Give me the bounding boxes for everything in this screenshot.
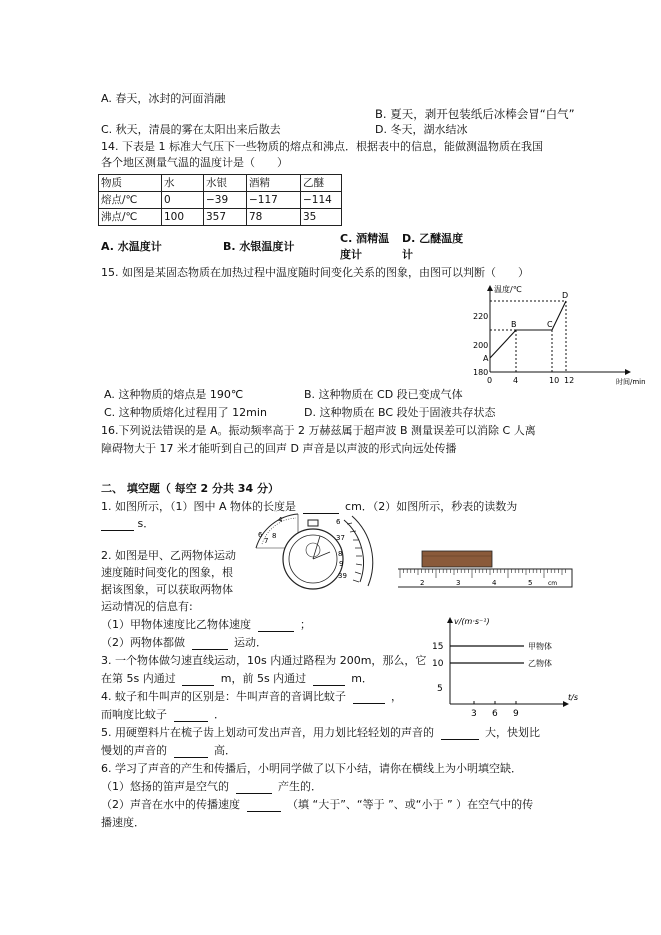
- ytick-200: 200: [473, 341, 489, 350]
- f6-sub1-text: （1）悠扬的笛声是空气的: [101, 780, 229, 793]
- table-cell: 水: [162, 175, 204, 192]
- vt-ytick: 15: [432, 642, 444, 652]
- f2-line3: 据该图象，可以获取两物体: [101, 583, 233, 596]
- table-cell: 水银: [204, 175, 247, 192]
- f6-last-line: 播速度．: [101, 816, 145, 829]
- q14-option-c-line1: C. 酒精温: [340, 232, 390, 245]
- q14-option-c-line2: 度计: [340, 248, 362, 261]
- ruler-unit: cm: [548, 580, 558, 587]
- f5-text-d: 高．: [214, 744, 236, 757]
- answer-blank[interactable]: [236, 781, 272, 794]
- q16-line2: 障碍物大于 17 米才能听到自己的回声 D 声音是以声波的形式向远处传播: [101, 442, 457, 455]
- vt-xtick: 9: [513, 709, 519, 719]
- table-header-row: [99, 175, 342, 192]
- f6-line1: 6. 学习了声音的产生和传播后，小明同学做了以下小结，请你在横线上为小明填空缺．: [101, 762, 522, 775]
- q14-stem-line2: 各个地区测量气温的温度计是（ ）: [101, 156, 288, 169]
- f5-text-c: 慢划的声音的: [101, 744, 167, 757]
- section-title: 二、 填空题（ 每空 2 分共 34 分）: [101, 482, 279, 495]
- ruler-num: 5: [528, 579, 533, 587]
- q13-option-a: A. 春天，冰封的河面消融: [101, 92, 226, 105]
- f4-text-b: ，: [391, 690, 402, 703]
- f2-sub2-end: 运动．: [234, 636, 267, 649]
- table-row: [99, 192, 342, 209]
- table-cell: 乙醚: [301, 175, 342, 192]
- q15-stem: 15. 如图是某固态物质在加热过程中温度随时间变化关系的图象，由图可以判断（ ）: [101, 266, 529, 279]
- ytick-180: 180: [473, 368, 489, 377]
- f3-text-b: m，前 5s 内通过: [220, 672, 307, 685]
- outer-num: 8: [338, 550, 343, 558]
- table-cell: 物质: [99, 175, 162, 192]
- melting-boiling-table: [98, 174, 342, 226]
- point-a: A: [483, 354, 489, 363]
- stopwatch-figure: [252, 510, 382, 600]
- point-b: B: [511, 320, 517, 329]
- ruler-num: 2: [420, 579, 425, 587]
- table-cell: −114: [301, 192, 342, 209]
- answer-blank[interactable]: [192, 637, 228, 650]
- table-cell: 0: [162, 192, 204, 209]
- f3-line1: 3. 一个物体做匀速直线运动，10s 内通过路程为 200m，那么，它: [101, 654, 427, 667]
- answer-blank[interactable]: [174, 709, 208, 722]
- f5-text-b: 大，快划比: [485, 726, 540, 739]
- q13-option-b: B. 夏天，剥开包装纸后冰棒会冒“白气”: [375, 107, 575, 121]
- vt-ytick: 10: [432, 659, 444, 669]
- legend-yi: 乙物体: [528, 659, 552, 668]
- xtick-0: 0: [487, 376, 493, 385]
- table-cell: 100: [162, 209, 204, 226]
- outer-num: 6: [336, 518, 341, 526]
- q15-option-d: D. 这种物质在 BC 段处于固液共存状态: [304, 406, 496, 419]
- xtick-4: 4: [513, 376, 519, 385]
- ruler-num: 4: [492, 579, 497, 587]
- ytick-220: 220: [473, 312, 489, 321]
- graph-ylabel: 温度/℃: [494, 285, 522, 294]
- legend-jia: 甲物体: [528, 642, 552, 651]
- answer-blank[interactable]: [247, 799, 281, 812]
- table-cell: 沸点/℃: [99, 209, 162, 226]
- answer-blank[interactable]: [313, 673, 345, 686]
- vt-xlabel: t/s: [568, 693, 578, 702]
- point-d: D: [562, 291, 569, 300]
- table-cell: 357: [204, 209, 247, 226]
- inner-num: 6: [258, 531, 263, 539]
- vt-xtick: 3: [471, 709, 477, 719]
- f6-sub2-text: （2）声音在水中的传播速度: [101, 798, 240, 811]
- q15-option-a: A. 这种物质的熔点是 190℃: [104, 388, 244, 401]
- answer-blank[interactable]: [441, 727, 479, 740]
- f2-sub1-text: （1）甲物体速度比乙物体速度: [101, 618, 251, 631]
- q13-option-d: D. 冬天，湖水结冰: [375, 123, 468, 136]
- inner-num: 7: [264, 537, 269, 545]
- inner-num: 8: [272, 532, 277, 540]
- f1-text-b: cm．（2）如图所示，秒表的读数为: [345, 500, 518, 513]
- xtick-12: 12: [564, 376, 575, 385]
- velocity-time-graph: [428, 612, 588, 722]
- q16-line1: 16.下列说法错误的是 A。振动频率高于 2 万赫兹属于超声波 B 测量误差可以消除 C 人离: [101, 424, 536, 437]
- q14-option-b: B. 水银温度计: [223, 240, 295, 253]
- table-cell: 酒精: [247, 175, 301, 192]
- table-cell: 熔点/℃: [99, 192, 162, 209]
- f6-sub2-end: （填 “大于”、“等于 ”、或“小于 ” ）在空气中的传: [287, 798, 534, 811]
- inner-num: 4: [278, 516, 283, 524]
- f3-text-c: m．: [351, 672, 373, 685]
- ruler-figure: [398, 549, 574, 597]
- vt-xtick: 6: [492, 709, 498, 719]
- outer-num: 9: [339, 560, 344, 568]
- f3-text-a: 在第 5s 内通过: [101, 672, 176, 685]
- outer-num: 37: [336, 534, 345, 542]
- xtick-10: 10: [549, 376, 560, 385]
- f2-line1: 2. 如图是甲、乙两物体运动: [101, 549, 236, 562]
- answer-blank[interactable]: [182, 673, 214, 686]
- answer-blank[interactable]: [258, 619, 294, 632]
- q15-option-b: B. 这种物质在 CD 段已变成气体: [304, 388, 463, 401]
- answer-blank[interactable]: [174, 745, 208, 758]
- table-cell: −39: [204, 192, 247, 209]
- point-c: C: [547, 320, 553, 329]
- f1-text-a: 1. 如图所示，（1）图中 A 物体的长度是: [101, 500, 297, 513]
- outer-num: 39: [338, 572, 347, 580]
- answer-blank[interactable]: [101, 518, 134, 531]
- table-cell: 35: [301, 209, 342, 226]
- q13-option-c: C. 秋天，清晨的雾在太阳出来后散去: [101, 123, 281, 136]
- f4-text-d: ．: [214, 708, 225, 721]
- q14-option-d-line1: D. 乙醚温度: [402, 232, 464, 245]
- f2-line2: 速度随时间变化的图象，根: [101, 566, 233, 579]
- q14-option-d-line2: 计: [402, 248, 413, 261]
- answer-blank[interactable]: [353, 691, 385, 704]
- f4-text-a: 4. 蚊子和牛叫声的区别是：牛叫声音的音调比蚊子: [101, 690, 346, 703]
- table-row: [99, 209, 342, 226]
- f2-sub1-end: ；: [300, 618, 311, 631]
- f6-sub1-end: 产生的．: [278, 780, 322, 793]
- q14-stem-line1: 14. 下表是 1 标准大气压下一些物质的熔点和沸点．根据表中的信息，能做测温物质在我国: [101, 140, 543, 153]
- graph-xlabel: 时间/min: [616, 378, 646, 386]
- temperature-time-graph: [470, 282, 650, 390]
- table-cell: −117: [247, 192, 301, 209]
- f4-text-c: 而响度比蚊子: [101, 708, 167, 721]
- ruler-num: 3: [456, 579, 461, 587]
- q14-option-a: A. 水温度计: [101, 240, 162, 253]
- vt-ylabel: v/(m·s⁻¹): [454, 617, 490, 626]
- table-cell: 78: [247, 209, 301, 226]
- q15-option-c: C. 这种物质熔化过程用了 12min: [104, 406, 267, 419]
- f1-text-c: s．: [137, 517, 155, 530]
- f2-line4: 运动情况的信息有:: [101, 600, 193, 613]
- f2-sub2-text: （2）两物体都做: [101, 636, 185, 649]
- vt-ytick: 5: [437, 684, 443, 694]
- f5-text-a: 5. 用硬塑料片在梳子齿上划动可发出声音，用力划比轻轻划的声音的: [101, 726, 434, 739]
